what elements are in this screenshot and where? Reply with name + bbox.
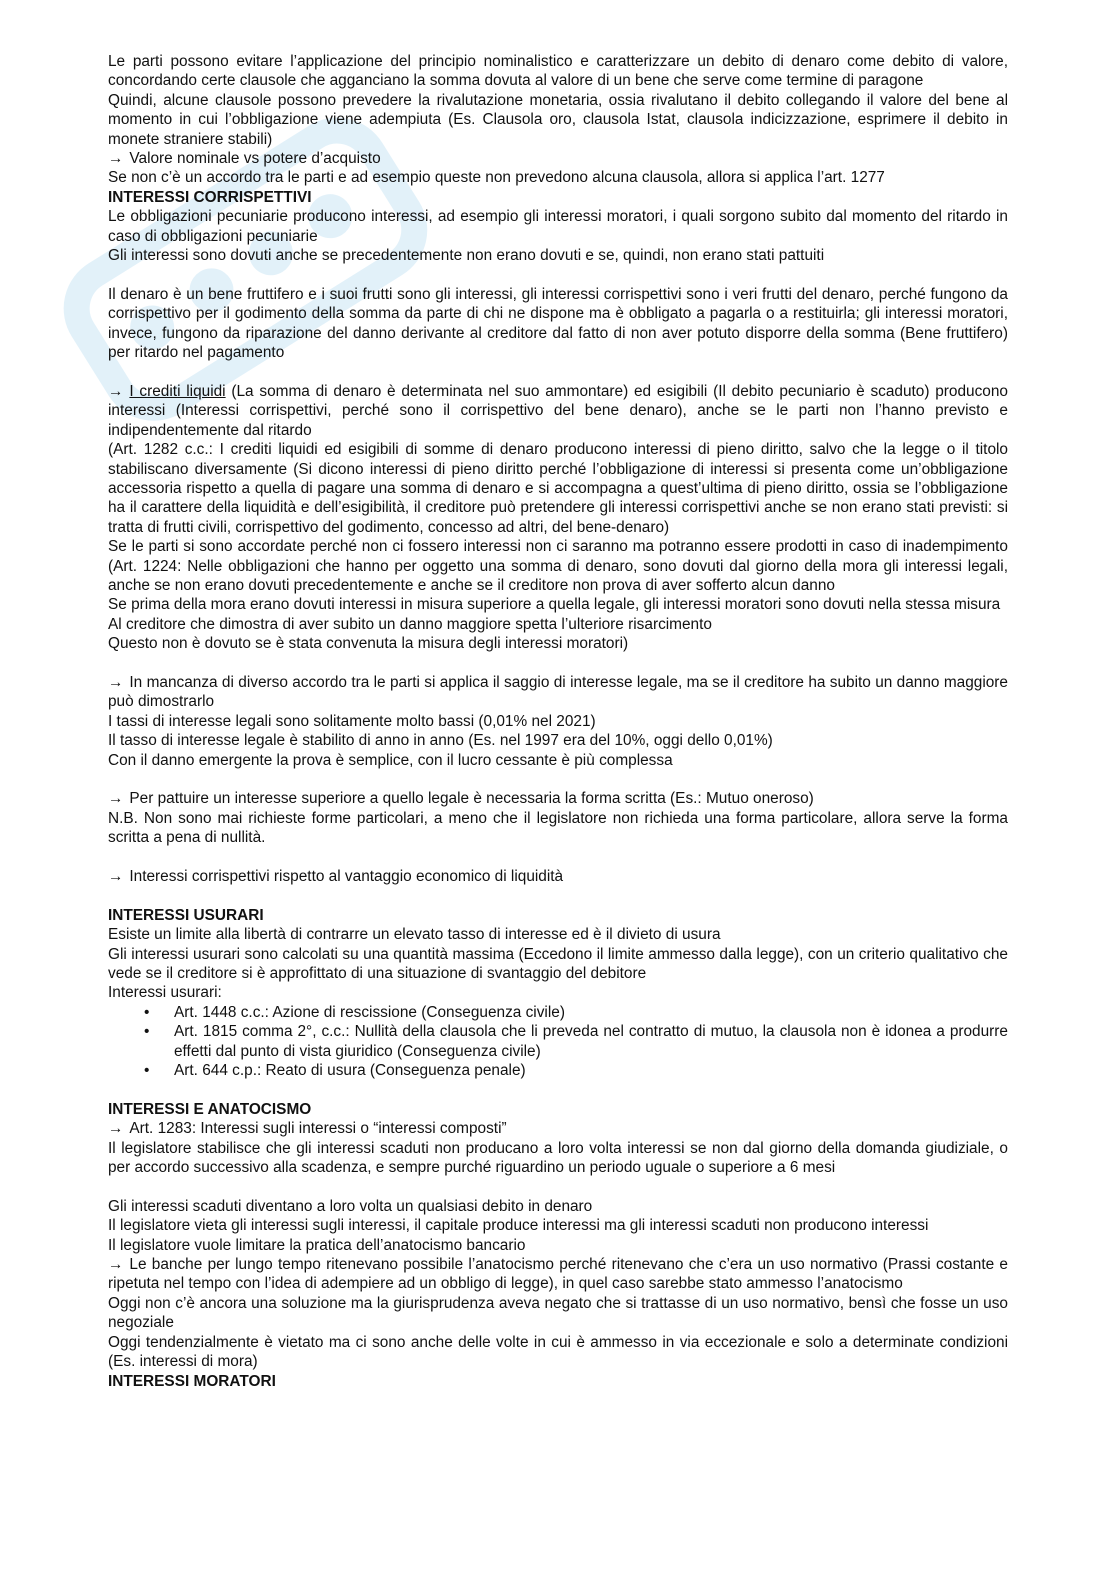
corrispettivi-arrow-line (108, 382, 1008, 440)
spacer (108, 770, 1008, 789)
corrispettivi-paragraph-6: Se le parti si sono accordate perché non ci fossero interessi non ci saranno ma potranno essere prodotti in caso di inadempimento (Art. 1224: Nelle obbligazioni che hanno per oggetto una somma di denaro, sono dovuti dal giorno della mora gli interessi legali, anche se non erano dovuti precedentemente e anche se il creditore non prova di aver sofferto alcun danno (108, 538, 1008, 594)
corrispettivi-paragraph-4: (La somma di denaro è determinata nel suo ammontare) ed esigibili (Il debito pecuniario è scaduto) producono interessi (Interessi corrispettivi, perché sono il corrispettivo del bene denaro), anche se le parti non l’hanno previsto e indipendentemente dal ritardo (108, 382, 1008, 439)
intro-arrow-line (108, 149, 1008, 168)
intro-paragraph-3: Valore nominale vs potere d’acquisto (129, 150, 381, 168)
spacer (108, 848, 1008, 867)
corrispettivi-paragraph-16: Interessi corrispettivi rispetto al vantaggio economico di liquidità (129, 867, 564, 885)
arrow-icon: → (108, 673, 124, 691)
list-item: • Art. 1815 comma 2°, c.c.: Nullità della clausola che li preveda nel contratto di mutuo, la clausola non è idonea a produrre effetti dal punto di vista giuridico (Conseguenza civile) (174, 1022, 1008, 1061)
arrow-icon: → (108, 382, 124, 400)
anatocismo-paragraph-4: Il legislatore vieta gli interessi sugli interessi, il capitale produce interessi ma gli interessi scaduti non producono interessi (108, 1217, 929, 1235)
corrispettivi-arrow-line-2 (108, 673, 1008, 712)
anatocismo-paragraph-1: Art. 1283: Interessi sugli interessi o “interessi composti” (129, 1120, 507, 1138)
corrispettivi-paragraph-9: Questo non è dovuto se è stata convenuta la misura degli interessi moratori) (108, 635, 629, 653)
anatocismo-paragraph-8: Oggi tendenzialmente è vietato ma ci sono anche delle volte in cui è ammesso in via eccezionale e solo a determinate condizioni (Es. interessi di mora) (108, 1333, 1008, 1371)
corrispettivi-paragraph-12: Il tasso di interesse legale è stabilito di anno in anno (Es. nel 1997 era del 10%, oggi dello 0,01%) (108, 732, 773, 750)
corrispettivi-paragraph-14: Per pattuire un interesse superiore a quello legale è necessaria la forma scritta (Es.: Mutuo oneroso) (129, 790, 814, 808)
list-item: • Art. 1448 c.c.: Azione di rescissione (Conseguenza civile) (174, 1003, 1008, 1022)
spacer (108, 654, 1008, 673)
corrispettivi-paragraph-15: N.B. Non sono mai richieste forme particolari, a meno che il legislatore non richieda una forma particolare, allora serve la forma scritta a pena di nullità. (108, 809, 1008, 847)
spacer (108, 265, 1008, 284)
corrispettivi-paragraph-11: I tassi di interesse legali sono solitamente molto bassi (0,01% nel 2021) (108, 712, 596, 730)
corrispettivi-paragraph-3: Il denaro è un bene fruttifero e i suoi frutti sono gli interessi, gli interessi corrispettivi sono i veri frutti del denaro, perché fungono da corrispettivo per il godimento della somma da parte di chi ne dispone ma è obbligato a pagarla o a restituirla; gli interessi moratori, invece, fungono da riparazione del danno derivante al creditore dal fatto di non aver potuto disporre della somma (Bene fruttifero) per ritardo nel pagamento (108, 285, 1008, 362)
anatocismo-paragraph-3: Gli interessi scaduti diventano a loro volta un qualsiasi debito in denaro (108, 1197, 593, 1215)
anatocismo-paragraph-2: Il legislatore stabilisce che gli interessi scaduti non producano a loro volta interessi se non dal giorno della domanda giudiziale, o per accordo successivo alla scadenza, e sempre purché riguardino un periodo uguale o superiore a 6 mesi (108, 1139, 1008, 1177)
intro-paragraph-1: Le parti possono evitare l’applicazione del principio nominalistico e caratterizzare un debito di denaro come debito di valore, concordando certe clausole che agganciano la somma dovuta al valore di un bene che serve come termine di paragone (108, 53, 1008, 90)
arrow-icon: → (108, 867, 124, 885)
arrow-icon: → (108, 1120, 124, 1138)
arrow-icon: → (108, 150, 124, 168)
arrow-icon: → (108, 790, 124, 808)
intro-paragraph-4: Se non c’è un accordo tra le parti e ad esempio queste non prevedono alcuna clausola, allora si applica l’art. 1277 (108, 169, 885, 187)
corrispettivi-paragraph-13: Con il danno emergente la prova è semplice, con il lucro cessante è più complessa (108, 751, 673, 769)
corrispettivi-arrow-line-4 (108, 867, 1008, 886)
corrispettivi-paragraph-10: In mancanza di diverso accordo tra le parti si applica il saggio di interesse legale, ma se il creditore ha subito un danno maggiore può dimostrarlo (108, 673, 1008, 711)
heading-anatocismo: INTERESSI E ANATOCISMO (108, 1100, 312, 1118)
crediti-liquidi-link: I crediti liquidi (129, 382, 226, 400)
spacer (108, 886, 1008, 905)
usurari-paragraph-3: Interessi usurari: (108, 984, 222, 1002)
corrispettivi-paragraph-7: Se prima della mora erano dovuti interessi in misura superiore a quella legale, gli interessi moratori sono dovuti nella stessa misura (108, 596, 1001, 614)
corrispettivi-paragraph-5: (Art. 1282 c.c.: I crediti liquidi ed esigibili di somme di denaro producono interessi di pieno diritto, salvo che la legge o il titolo stabiliscano diversamente (Si dicono interessi di pieno diritto perché l’obbligazione di interessi si presenta come un’obbligazione accessoria rispetto a quella di pagare una somma di denaro e si accompagna a quest’ultima di pieno diritto, ossia se l’obbligazione ha il carattere della liquidità e dell’esigibilità, il creditore può pretendere gli interessi corrispettivi anche se non erano stati previsti: si tratta di frutti civili, corrispettivo del godimento, concesso ad altri, del bene-denaro) (108, 441, 1008, 536)
corrispettivi-paragraph-8: Al creditore che dimostra di aver subito un danno maggiore spetta l’ulteriore risarcimento (108, 615, 712, 633)
list-item: • Art. 644 c.p.: Reato di usura (Conseguenza penale) (174, 1061, 1008, 1080)
spacer (108, 362, 1008, 381)
spacer (108, 1177, 1008, 1196)
heading-corrispettivi: INTERESSI CORRISPETTIVI (108, 188, 312, 206)
spacer (108, 1080, 1008, 1099)
anatocismo-paragraph-7: Oggi non c’è ancora una soluzione ma la giurisprudenza aveva negato che si trattasse di un uso normativo, bensì che fosse un uso negoziale (108, 1294, 1008, 1332)
heading-moratori: INTERESSI MORATORI (108, 1372, 276, 1390)
usurari-paragraph-1: Esiste un limite alla libertà di contrarre un elevato tasso di interesse ed è il divieto di usura (108, 926, 721, 944)
arrow-icon: → (108, 1256, 124, 1274)
anatocismo-paragraph-5: Il legislatore vuole limitare la pratica dell’anatocismo bancario (108, 1236, 526, 1254)
intro-paragraph-2: Quindi, alcune clausole possono prevedere la rivalutazione monetaria, ossia rivalutano il debito collegando il valore del bene al momento in cui l’obbligazione viene adempiuta (Es. Clausola oro, clausola Istat, clausola indicizzazione, esprimere il debito in monete straniere stabili) (108, 91, 1008, 148)
corrispettivi-paragraph-1: Le obbligazioni pecuniarie producono interessi, ad esempio gli interessi moratori, i quali sorgono subito dal momento del ritardo in caso di obbligazioni pecuniarie (108, 208, 1008, 245)
document-page (108, 52, 1008, 1391)
corrispettivi-paragraph-2: Gli interessi sono dovuti anche se precedentemente non erano dovuti e se, quindi, non erano stati pattuiti (108, 247, 825, 265)
usurari-paragraph-2: Gli interessi usurari sono calcolati su una quantità massima (Eccedono il limite ammesso dalla legge), con un criterio qualitativo che vede se il creditore si è approfittato di una situazione di svantaggio del debitore (108, 945, 1008, 982)
anatocismo-arrow-line-2 (108, 1255, 1008, 1294)
corrispettivi-arrow-line-3 (108, 789, 1008, 808)
anatocismo-arrow-line (108, 1119, 1008, 1138)
usurari-list (108, 1003, 1008, 1081)
heading-usurari: INTERESSI USURARI (108, 906, 264, 924)
anatocismo-paragraph-6: Le banche per lungo tempo ritenevano possibile l’anatocismo perché ritenevano che c’era un uso normativo (Prassi costante e ripetuta nel tempo con l’idea di adempiere ad un obbligo di legge), in quel caso sarebbe stato ammesso l’anatocismo (108, 1256, 1008, 1293)
